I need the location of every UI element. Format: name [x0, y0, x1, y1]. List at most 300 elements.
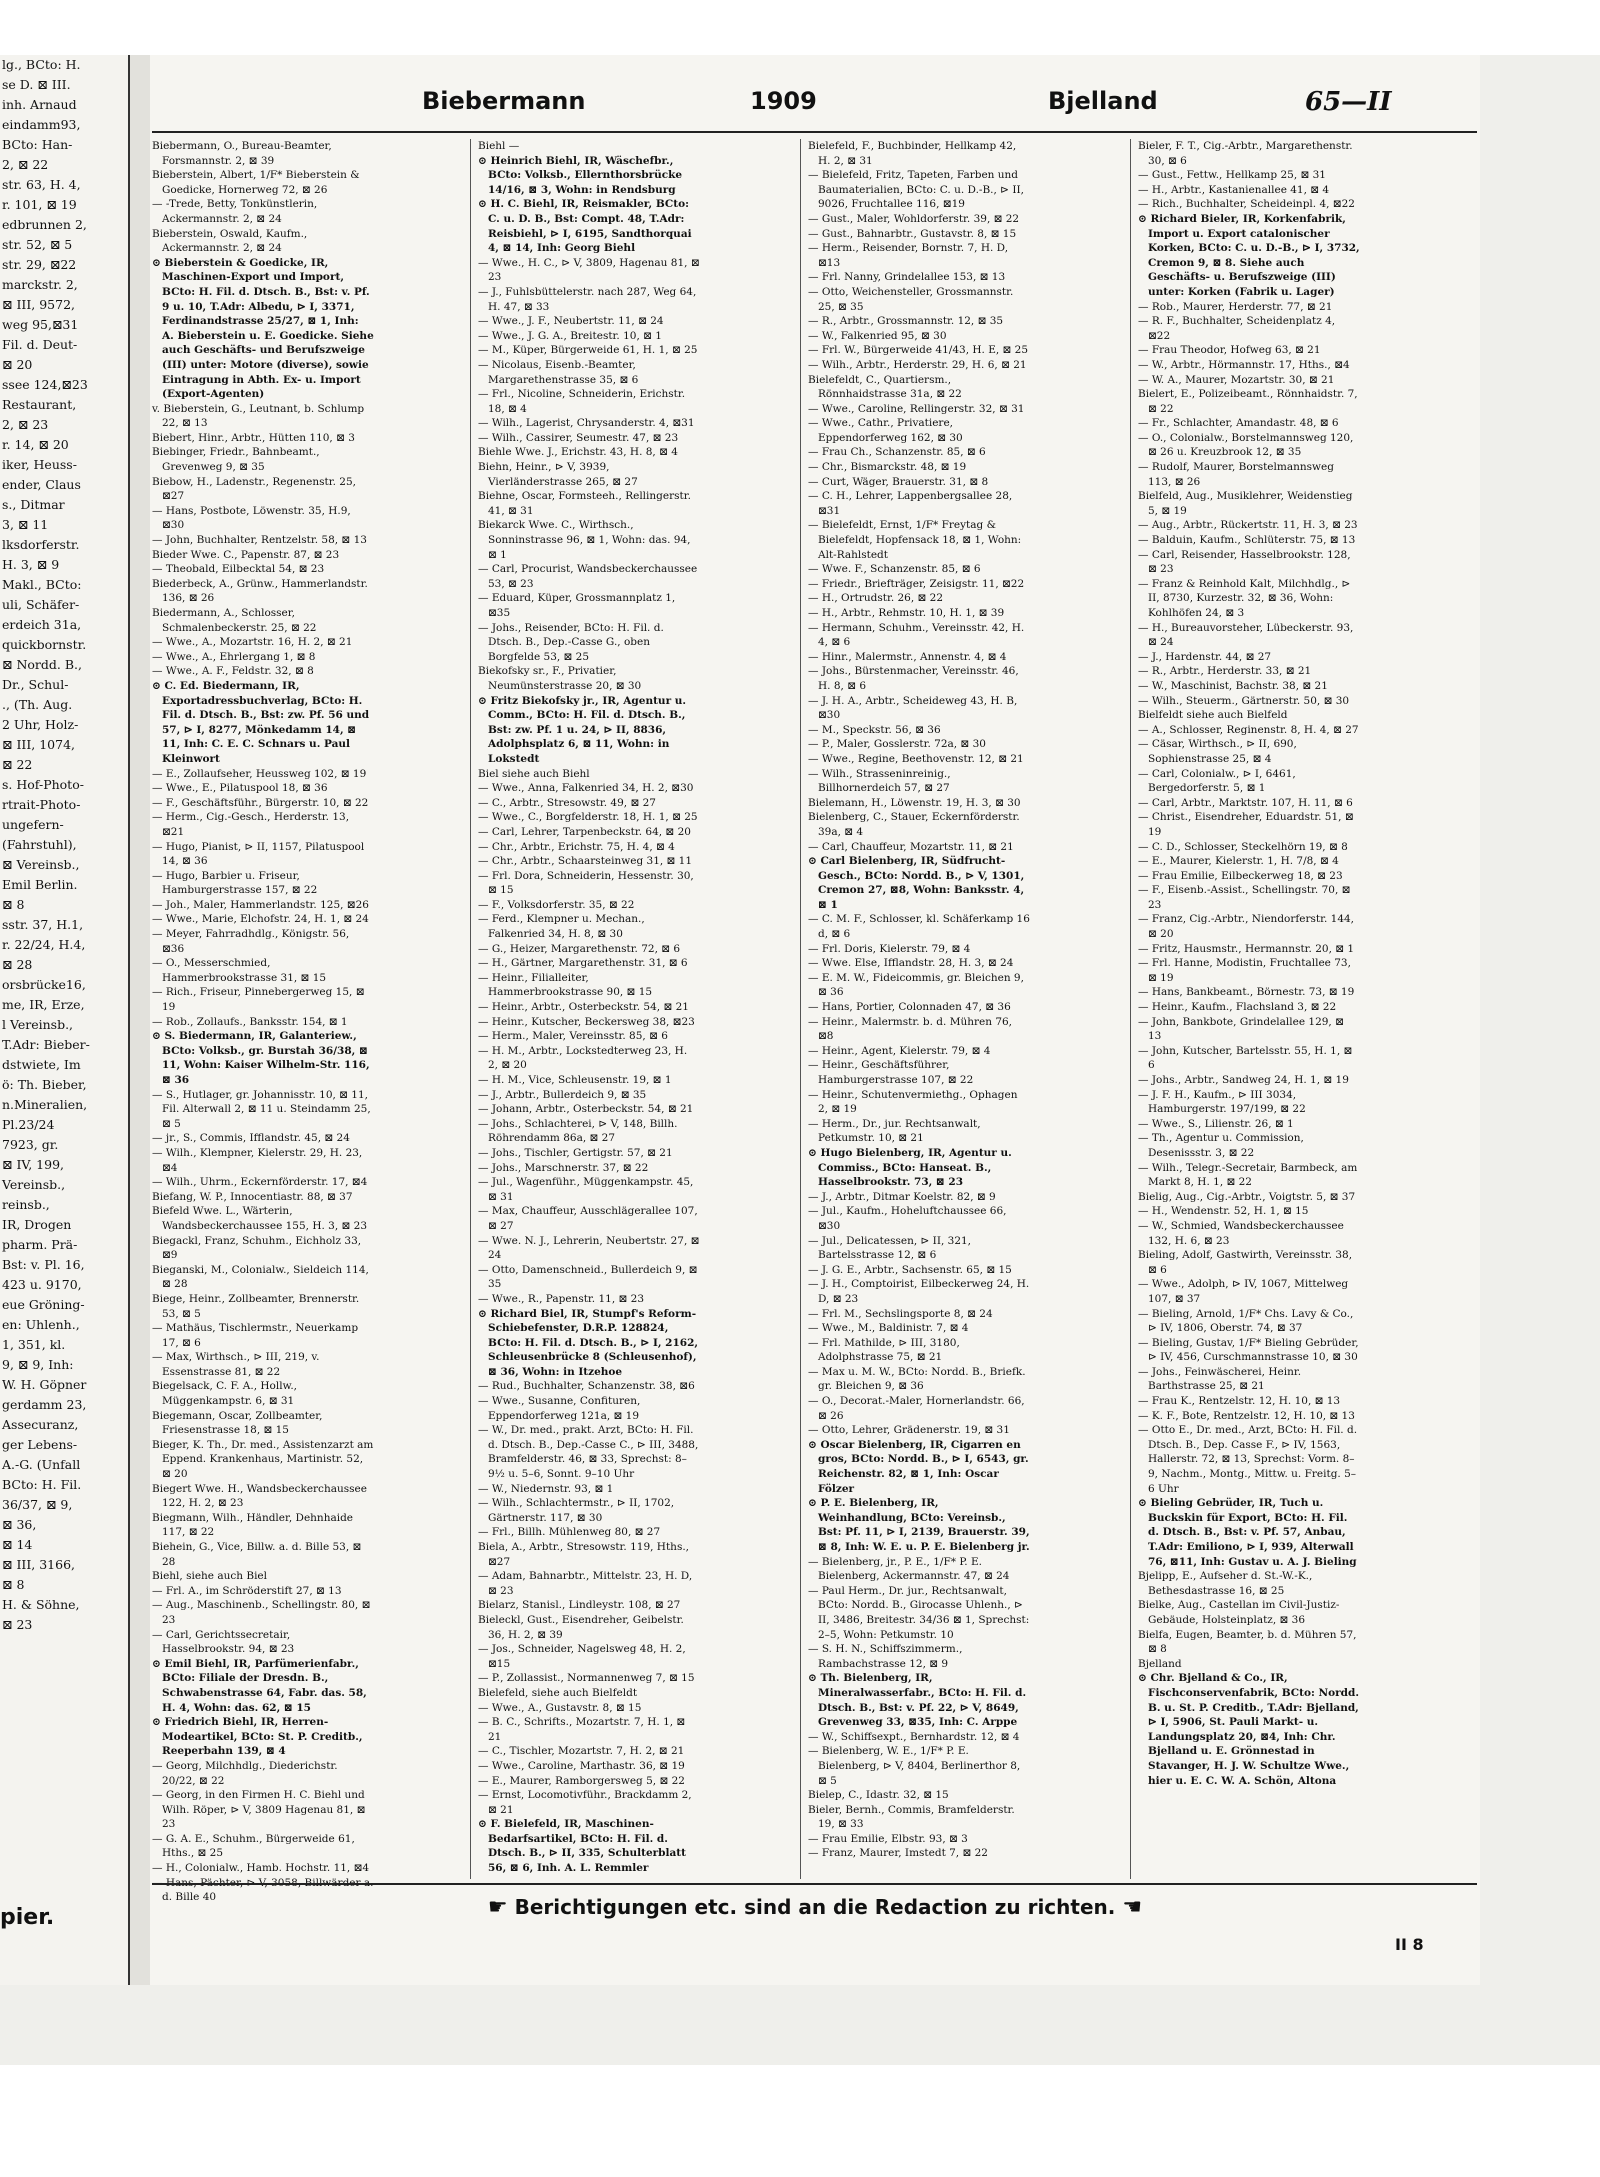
directory-entry: Bieleckl, Gust., Eisendreher, Geibelstr. 36, H. 2, ⊠ 39 — [478, 1613, 684, 1641]
directory-entry: Biehn, Heinr., ⊳ V, 3939, Vierländerstrasse 265, ⊠ 27 — [478, 461, 638, 488]
directory-entry: — Max u. M. W., BCto: Nordd. B., Briefk. gr. Bleichen 9, ⊠ 36 — [808, 1365, 1026, 1393]
directory-entry: — Carl, Chauffeur, Mozartstr. 11, ⊠ 21 — [808, 840, 1014, 853]
previous-page-line: 2, ⊠ 22 — [2, 157, 49, 172]
previous-page-line: 7923, gr. — [2, 1137, 59, 1152]
directory-entry: d. Bille 40 — [162, 1891, 217, 1904]
previous-page-line: Vereinsb., — [2, 1177, 66, 1192]
directory-entry: Biel siehe auch Biehl — [478, 767, 590, 780]
directory-entry: — Heinr., Arbtr., Osterbeckstr. 54, ⊠ 21 — [478, 1001, 689, 1014]
directory-entry: Biebermann, O., Bureau-Beamter, Forsmannstr. 2, ⊠ 39 — [152, 140, 332, 167]
previous-page-line: str. 29, ⊠22 — [2, 257, 77, 272]
previous-page-line: Dr., Schul- — [2, 677, 69, 692]
previous-page-fragment — [0, 55, 130, 1985]
directory-entry: — E. M. W., Fideicommis, gr. Bleichen 9, ⊠ 36 — [808, 971, 1024, 999]
directory-entry: Biegemann, Oscar, Zollbeamter, Friesenstrasse 18, ⊠ 15 — [152, 1409, 323, 1437]
directory-entry: — Rich., Buchhalter, Scheideinpl. 4, ⊠22 — [1138, 198, 1355, 211]
directory-entry: Biegackl, Franz, Schuhm., Eichholz 33, ⊠9 — [152, 1234, 362, 1262]
directory-entry: Biegmann, Wilh., Händler, Dehnhaide 117, ⊠ 22 — [152, 1511, 354, 1539]
directory-entry: — Carl, Reisender, Hasselbrookstr. 128, ⊠ 23 — [1138, 548, 1351, 576]
directory-entry: — Wwe., Anna, Falkenried 34, H. 2, ⊠30 — [478, 782, 694, 795]
previous-page-line: (Fahrstuhl), — [2, 837, 77, 852]
column-4 — [1138, 139, 1360, 1879]
column-divider — [470, 139, 471, 1879]
previous-page-line: weg 95,⊠31 — [2, 317, 79, 332]
previous-page-line: Makl., BCto: — [2, 577, 82, 592]
directory-entry: — Rudolf, Maurer, Borstelmannsweg 113, ⊠ 26 — [1138, 461, 1334, 488]
directory-entry: — Wwe. Else, Ifflandstr. 28, H. 3, ⊠ 24 — [808, 957, 1014, 970]
directory-entry: — W., Schiffsexpt., Bernhardstr. 12, ⊠ 4 — [808, 1730, 1020, 1743]
directory-entry: — Otto E., Dr. med., Arzt, BCto: H. Fil. d. Dtsch. B., Dep. Casse F., ⊳ IV, 1563, Hallerstr. 72, ⊠ 13, Sprechst: Vorm. 8–9, Nachm., Montg., Mittw. u. Freitg. 5–6 Uhr — [1138, 1424, 1358, 1495]
directory-entry: — Herm., Maler, Vereinsstr. 85, ⊠ 6 — [478, 1030, 668, 1043]
directory-entry: — Georg, in den Firmen H. C. Biehl und Wilh. Röper, ⊳ V, 3809 Hagenau 81, ⊠ 23 — [152, 1789, 366, 1831]
directory-entry: — Johann, Arbtr., Osterbeckstr. 54, ⊠ 21 — [478, 1103, 694, 1116]
directory-entry: — Hans, Postbote, Löwenstr. 35, H.9, ⊠30 — [152, 504, 351, 532]
directory-entry: — Johs., Marschnerstr. 37, ⊠ 22 — [478, 1161, 649, 1174]
directory-entry: — Wwe., A. F., Feldstr. 32, ⊠ 8 — [152, 665, 314, 678]
directory-entry: — S. H. N., Schiffszimmerm., Rambachstrasse 12, ⊠ 9 — [808, 1643, 963, 1670]
directory-entry: — Wwe., E., Pilatuspool 18, ⊠ 36 — [152, 782, 328, 795]
previous-page-line: Pl.23/24 — [2, 1117, 55, 1132]
directory-entry: — W., Falkenried 95, ⊠ 30 — [808, 329, 947, 342]
directory-page — [150, 55, 1480, 1985]
directory-entry: — Wwe., A., Mozartstr. 16, H. 2, ⊠ 21 — [152, 636, 353, 649]
previous-page-line: 2, ⊠ 23 — [2, 417, 49, 432]
directory-entry: — Wwe., J. F., Neubertstr. 11, ⊠ 24 — [478, 315, 664, 328]
directory-entry: — Wwe., Caroline, Rellingerstr. 32, ⊠ 31 — [808, 402, 1025, 415]
directory-entry: ⊙ Oscar Bielenberg, IR, Cigarren en gros, BCto: Nordd. B., ⊳ I, 6543, gr. Reichenstr. 82, ⊠ 1, Inh: Oscar Fölzer — [808, 1438, 1029, 1495]
directory-entry: ⊙ Bieberstein & Goedicke, IR, Maschinen-Export und Import, BCto: H. Fil. d. Dtsch. B., Bst: v. Pf. 9 u. 10, T.Adr: Albedu, ⊳ I, 3371, Ferdinandstrasse 25/27, ⊠ 1, Inh: A. Bieberstein u. E. Goedicke. Siehe auch Geschäfts- und Berufszweige (III) unter: Motore (diverse), sowie Eintragung in Abth. Ex- u. Import (Export-Agenten) — [152, 256, 374, 401]
directory-entry: ⊙ H. C. Biehl, IR, Reismakler, BCto: C. u. D. B., Bst: Compt. 48, T.Adr: Reisbiehl, ⊳ I, 6195, Sandthorquai 4, ⊠ 14, Inh: Georg Biehl — [478, 198, 692, 255]
previous-page-footer: pier. — [0, 1905, 55, 1930]
directory-entry: — Frl. Nanny, Grindelallee 153, ⊠ 13 — [808, 271, 1006, 284]
directory-entry: — M., Küper, Bürgerweide 61, H. 1, ⊠ 25 — [478, 344, 698, 357]
directory-entry: ⊙ Richard Bieler, IR, Korkenfabrik, Import u. Export catalonischer Korken, BCto: C. u. D.-B., ⊳ I, 3732, Cremon 9, ⊠ 8. Siehe auch Geschäfts- u. Berufszweige (III) unter: Korken (Fabrik u. Lager) — [1138, 212, 1360, 298]
previous-page-line: orsbrücke16, — [2, 977, 86, 992]
directory-entry: Bielke, Aug., Castellan im Civil-Justiz-Gebäude, Holsteinplatz, ⊠ 36 — [1138, 1599, 1340, 1626]
previous-page-line: eue Gröning- — [2, 1297, 85, 1312]
column-1 — [152, 139, 374, 1904]
directory-entry: — H., Arbtr., Rehmstr. 10, H. 1, ⊠ 39 — [808, 607, 1005, 619]
directory-entry: — jr., S., Commis, Ifflandstr. 45, ⊠ 24 — [152, 1132, 350, 1145]
previous-page-line: ö: Th. Bieber, — [2, 1077, 87, 1092]
directory-entry: Bieger, K. Th., Dr. med., Assistenzarzt am Eppend. Krankenhaus, Martinistr. 52, ⊠ 20 — [152, 1438, 374, 1481]
previous-page-line: BCto: H. Fil. — [2, 1477, 82, 1492]
directory-entry: — Carl, Gerichtssecretair, Hasselbrookstr. 94, ⊠ 23 — [152, 1628, 295, 1656]
directory-entry: — Balduin, Kaufm., Schlüterstr. 75, ⊠ 13 — [1138, 534, 1356, 547]
directory-entry: — Heinr., Agent, Kielerstr. 79, ⊠ 4 — [808, 1044, 991, 1057]
footer-note-text: Berichtigungen etc. sind an die Redaction zu richten. — [514, 1895, 1116, 1919]
directory-entry: Biehne, Oscar, Formsteeh., Rellingerstr. 41, ⊠ 31 — [478, 490, 691, 517]
previous-page-line: H. & Söhne, — [2, 1597, 80, 1612]
previous-page-line: inh. Arnaud — [2, 97, 77, 112]
directory-entry: — J., Arbtr., Bullerdeich 9, ⊠ 35 — [478, 1088, 647, 1101]
directory-entry: Biebert, Hinr., Arbtr., Hütten 110, ⊠ 3 — [152, 431, 355, 444]
directory-entry: — Wwe., Cathr., Privatiere, Eppendorferweg 162, ⊠ 30 — [808, 417, 963, 444]
directory-entry: — J. F. H., Kaufm., ⊳ III 3034, Hamburgerstr. 197/199, ⊠ 22 — [1138, 1088, 1306, 1116]
page-header — [150, 87, 1480, 121]
previous-page-line: Fil. d. Deut- — [2, 337, 78, 352]
directory-entry: — Rich., Friseur, Pinnebergerweg 15, ⊠ 19 — [152, 986, 365, 1014]
directory-entry: Biegert Wwe. H., Wandsbeckerchaussee 122, H. 2, ⊠ 23 — [152, 1482, 367, 1510]
header-year: 1909 — [750, 87, 817, 115]
directory-entry: — Rud., Buchhalter, Schanzenstr. 38, ⊠6 — [478, 1380, 695, 1393]
directory-entry: — Cäsar, Wirthsch., ⊳ II, 690, Sophienstrasse 25, ⊠ 4 — [1138, 738, 1297, 765]
directory-entry: — Wwe., S., Lilienstr. 26, ⊠ 1 — [1138, 1117, 1294, 1130]
directory-entry: — H. M., Arbtr., Lockstedterweg 23, H. 2, ⊠ 20 — [478, 1044, 688, 1072]
previous-page-line: s. Hof-Photo- — [2, 777, 84, 792]
previous-page-line: 36/37, ⊠ 9, — [2, 1497, 73, 1512]
directory-entry: Bielefeld, siehe auch Bielfeldt — [478, 1686, 638, 1699]
directory-entry: — Frl. Dora, Schneiderin, Hessenstr. 30, ⊠ 15 — [478, 869, 694, 897]
directory-entry: — Paul Herm., Dr. jur., Rechtsanwalt, BCto: Nordd. B., Girocasse Uhlenh., ⊳ II, 3486, Breitestr. 34/36 ⊠ 1, Sprechst: 2–5, Wohn: Petkumstr. 10 — [808, 1584, 1030, 1641]
directory-entry: — Jul., Delicatessen, ⊳ II, 321, Bartelsstrasse 12, ⊠ 6 — [808, 1234, 972, 1262]
directory-entry: — Frau Theodor, Hofweg 63, ⊠ 21 — [1138, 344, 1321, 357]
header-last-name: Bjelland — [1048, 87, 1158, 115]
column-divider — [1130, 139, 1131, 1879]
column-3 — [808, 139, 1030, 1879]
previous-page-line: r. 14, ⊠ 20 — [2, 437, 69, 452]
directory-entry: — C., Arbtr., Stresowstr. 49, ⊠ 27 — [478, 796, 656, 809]
directory-entry: — J. G. E., Arbtr., Sachsenstr. 65, ⊠ 15 — [808, 1263, 1012, 1276]
directory-entry: — K. F., Bote, Rentzelstr. 12, H. 10, ⊠ 13 — [1138, 1409, 1355, 1422]
directory-entry: Biefang, W. P., Innocentiastr. 88, ⊠ 37 — [152, 1190, 353, 1203]
previous-page-line: pharm. Prä- — [2, 1237, 78, 1252]
directory-entry: — Otto, Damenschneid., Bullerdeich 9, ⊠ 35 — [478, 1263, 698, 1291]
previous-page-line: marckstr. 2, — [2, 277, 78, 292]
directory-entry: Biefeld Wwe. L., Wärterin, Wandsbeckerchaussee 155, H. 3, ⊠ 23 — [152, 1205, 368, 1232]
directory-entry: — Bielefeld, Fritz, Tapeten, Farben und Baumaterialien, BCto: C. u. D.-B., ⊳ II, 9026, Fruchtallee 116, ⊠19 — [808, 169, 1024, 211]
directory-entry: — Johs., Tischler, Gertigstr. 57, ⊠ 21 — [478, 1146, 673, 1159]
directory-entry: — Heinr., Filialleiter, Hammerbrookstrasse 90, ⊠ 15 — [478, 971, 653, 999]
directory-entry: — Johs., Feinwäscherei, Heinr. Barthstrasse 25, ⊠ 21 — [1138, 1365, 1302, 1393]
directory-entry: — Hugo, Pianist, ⊳ II, 1157, Pilatuspool 14, ⊠ 36 — [152, 840, 365, 868]
previous-page-line: s., Ditmar — [2, 497, 65, 512]
directory-entry: — Nicolaus, Eisenb.-Beamter, Margarethenstrasse 35, ⊠ 6 — [478, 358, 639, 386]
directory-entry: ⊙ Bieling Gebrüder, IR, Tuch u. Buckskin für Export, BCto: H. Fil. d. Dtsch. B., Bst: v. Pf. 57, Anbau, T.Adr: Emiliono, ⊳ I, 939, Alterwall 76, ⊠11, Inh: Gustav u. A. J. Bieling — [1138, 1497, 1357, 1568]
previous-page-line: r. 22/24, H.4, — [2, 937, 86, 952]
previous-page-line: ⊠ 20 — [2, 357, 33, 372]
footer-rule — [152, 1883, 1477, 1885]
directory-entry: — E., Zollaufseher, Heussweg 102, ⊠ 19 — [152, 767, 367, 780]
directory-entry: Biebow, H., Ladenstr., Regenenstr. 25, ⊠27 — [152, 475, 356, 503]
previous-page-line: l Vereinsb., — [2, 1017, 74, 1032]
directory-entry: — G. A. E., Schuhm., Bürgerweide 61, Hths., ⊠ 25 — [152, 1832, 355, 1860]
previous-page-line: se D. ⊠ III. — [2, 77, 71, 92]
previous-page-line: ⊠ 36, — [2, 1517, 37, 1532]
directory-entry: — Hermann, Schuhm., Vereinsstr. 42, H. 4, ⊠ 6 — [808, 621, 1025, 649]
directory-entry: — C. H., Lehrer, Lappenbergsallee 28, ⊠31 — [808, 490, 1013, 517]
directory-entry: Biegelsack, C. F. A., Hollw., Müggenkampstr. 6, ⊠ 31 — [152, 1380, 298, 1408]
previous-page-line: ⊠ III, 1074, — [2, 737, 75, 752]
previous-page-line: iker, Heuss- — [2, 457, 77, 472]
previous-page-line: 1, 351, kl. — [2, 1337, 66, 1352]
directory-entry: — F., Geschäftsführ., Bürgerstr. 10, ⊠ 22 — [152, 796, 369, 809]
previous-page-line: str. 52, ⊠ 5 — [2, 237, 73, 252]
directory-entry: ⊙ Carl Bielenberg, IR, Südfrucht-Gesch., BCto: Nordd. B., ⊳ V, 1301, Cremon 27, ⊠8, Wohn: Banksstr. 4, ⊠ 1 — [808, 855, 1025, 911]
directory-entry: — Otto, Lehrer, Grädenerstr. 19, ⊠ 31 — [808, 1424, 1010, 1437]
directory-entry: — Franz, Maurer, Imstedt 7, ⊠ 22 — [808, 1847, 988, 1860]
previous-page-line: T.Adr: Bieber- — [2, 1037, 90, 1052]
directory-entry: — Franz, Cig.-Arbtr., Niendorferstr. 144, ⊠ 20 — [1138, 913, 1355, 941]
directory-entry: — R. F., Buchhalter, Scheidenplatz 4, ⊠22 — [1138, 315, 1336, 342]
directory-entry: Bielefeldt, C., Quartiersm., Rönnhaidstrasse 31a, ⊠ 22 — [808, 373, 962, 401]
directory-entry: Bieler, Bernh., Commis, Bramfelderstr. 19, ⊠ 33 — [808, 1803, 1015, 1831]
previous-page-line: n.Mineralien, — [2, 1097, 88, 1112]
directory-entry: — Wilh., Klempner, Kielerstr. 29, H. 23, ⊠4 — [152, 1146, 363, 1174]
signature-mark: II 8 — [1395, 1935, 1424, 1954]
directory-entry: — Frl. W., Bürgerweide 41/43, H. E, ⊠ 25 — [808, 344, 1029, 357]
directory-entry: — Carl, Lehrer, Tarpenbeckstr. 64, ⊠ 20 — [478, 825, 691, 838]
directory-entry: Biehein, G., Vice, Billw. a. d. Bille 53, ⊠ 28 — [152, 1541, 362, 1568]
directory-entry: — A., Schlosser, Reginenstr. 8, H. 4, ⊠ 27 — [1138, 723, 1359, 736]
directory-entry: — H., Ortrudstr. 26, ⊠ 22 — [808, 592, 944, 605]
directory-entry: — Wwe., Susanne, Confituren, Eppendorferweg 121a, ⊠ 19 — [478, 1395, 641, 1422]
directory-entry: — G., Heizer, Margarethenstr. 72, ⊠ 6 — [478, 942, 681, 955]
directory-entry: ⊙ Fritz Biekofsky jr., IR, Agentur u. Comm., BCto: H. Fil. d. Dtsch. B., Bst: zw. Pf. 1 u. 24, ⊳ II, 8836, Adolphsplatz 6, ⊠ 11, Wohn: in Lokstedt — [478, 694, 687, 765]
directory-entry: — Frl., Billh. Mühlenweg 80, ⊠ 27 — [478, 1526, 661, 1539]
directory-entry: — Bielenberg, W. E., 1/F* P. E. Bielenberg, ⊳ V, 8404, Berlinerthor 8, ⊠ 5 — [808, 1745, 1021, 1787]
previous-page-line: 423 u. 9170, — [2, 1277, 82, 1292]
directory-entry: ⊙ Heinrich Biehl, IR, Wäschefbr., BCto: Volksb., Ellernthorsbrücke 14/16, ⊠ 3, Wohn: in Rendsburg — [478, 154, 683, 196]
directory-entry: — Carl, Arbtr., Marktstr. 107, H. 11, ⊠ 6 — [1138, 796, 1353, 809]
previous-page-line: rtrait-Photo- — [2, 797, 81, 812]
directory-entry: Biekofsky sr., F., Privatier, Neumünsterstrasse 20, ⊠ 30 — [478, 665, 642, 692]
previous-page-line: lksdorferstr. — [2, 537, 80, 552]
directory-entry: — Rob., Maurer, Herderstr. 77, ⊠ 21 — [1138, 300, 1333, 313]
directory-entry: — Curt, Wäger, Brauerstr. 31, ⊠ 8 — [808, 475, 989, 488]
previous-page-line: ⊠ III, 9572, — [2, 297, 75, 312]
directory-entry: Bieberstein, Albert, 1/F* Bieberstein & Goedicke, Hornerweg 72, ⊠ 26 — [152, 169, 360, 196]
directory-entry: Bieling, Adolf, Gastwirth, Vereinsstr. 38, ⊠ 6 — [1138, 1249, 1353, 1276]
directory-entry: — Frau K., Rentzelstr. 12, H. 10, ⊠ 13 — [1138, 1395, 1341, 1408]
previous-page-line: BCto: Han- — [2, 137, 73, 152]
directory-entry: Bielert, E., Polizeibeamt., Rönnhaidstr. 7, ⊠ 22 — [1138, 388, 1358, 415]
directory-entry: — J., Fuhlsbüttelerstr. nach 287, Weg 64, H. 47, ⊠ 33 — [478, 285, 697, 313]
previous-page-line: r. 101, ⊠ 19 — [2, 197, 77, 212]
directory-entry: — W., Schmied, Wandsbeckerchaussee 132, H. 6, ⊠ 23 — [1138, 1219, 1344, 1247]
directory-entry: ⊙ P. E. Bielenberg, IR, Weinhandlung, BCto: Vereinsb., Bst: Pf. 11, ⊳ I, 2139, Brauerstr. 39, ⊠ 8, Inh: W. E. u. P. E. Bielenberg jr. — [808, 1497, 1030, 1553]
directory-entry: — Mathäus, Tischlermstr., Neuerkamp 17, ⊠ 6 — [152, 1322, 359, 1349]
previous-page-line: ⊠ III, 3166, — [2, 1557, 75, 1572]
directory-entry: — S., Hutlager, gr. Johannisstr. 10, ⊠ 11, Fil. Alterwall 2, ⊠ 11 u. Steindamm 25, ⊠ 5 — [152, 1088, 371, 1130]
previous-page-line: H. 3, ⊠ 9 — [2, 557, 60, 572]
directory-entry: ⊙ S. Biedermann, IR, Galanteriew., BCto: Volksb., gr. Burstah 36/38, ⊠ 11, Wohn: Kaiser Wilhelm-Str. 116, ⊠ 36 — [152, 1030, 370, 1086]
directory-entry: — R., Arbtr., Grossmannstr. 12, ⊠ 35 — [808, 315, 1004, 328]
directory-entry: — Wwe., Adolph, ⊳ IV, 1067, Mittelweg 107, ⊠ 37 — [1138, 1278, 1349, 1305]
previous-page-line: 3, ⊠ 11 — [2, 517, 49, 532]
directory-entry: — Max, Chauffeur, Ausschlägerallee 107, ⊠ 27 — [478, 1205, 698, 1232]
previous-page-line: ⊠ 8 — [2, 897, 25, 912]
directory-entry: — H. M., Vice, Schleusenstr. 19, ⊠ 1 — [478, 1074, 672, 1086]
directory-entry: — Frau Ch., Schanzenstr. 85, ⊠ 6 — [808, 446, 986, 459]
directory-entry: — R., Arbtr., Herderstr. 33, ⊠ 21 — [1138, 665, 1312, 678]
directory-entry: Biela, A., Arbtr., Stresowstr. 119, Hths., ⊠27 — [478, 1541, 690, 1568]
directory-entry: — Wwe., Regine, Beethovenstr. 12, ⊠ 21 — [808, 752, 1024, 765]
directory-entry: — Frl. Doris, Kielerstr. 79, ⊠ 4 — [808, 942, 971, 955]
previous-page-line: ssee 124,⊠23 — [2, 377, 88, 392]
previous-page-line: en: Uhlenh., — [2, 1317, 80, 1332]
directory-entry: — Wwe., M., Baldinistr. 7, ⊠ 4 — [808, 1322, 969, 1335]
directory-entry: — Franz & Reinhold Kalt, Milchhdlg., ⊳ II, 8730, Kurzestr. 32, ⊠ 36, Wohn: Kohlhöfen 24, ⊠ 3 — [1138, 577, 1351, 619]
directory-entry: — Aug., Arbtr., Rückertstr. 11, H. 3, ⊠ 23 — [1138, 519, 1358, 532]
previous-page-line: edbrunnen 2, — [2, 217, 87, 232]
directory-entry: — Wwe. N. J., Lehrerin, Neubertstr. 27, ⊠ 24 — [478, 1234, 700, 1262]
directory-entry: — Carl, Colonialw., ⊳ I, 6461, Bergedorferstr. 5, ⊠ 1 — [1138, 767, 1296, 795]
directory-entry: — Wwe., Caroline, Marthastr. 36, ⊠ 19 — [478, 1759, 685, 1772]
directory-entry: — Bieling, Arnold, 1/F* Chs. Lavy & Co., ⊳ IV, 1806, Oberstr. 74, ⊠ 37 — [1138, 1307, 1354, 1335]
directory-entry: — Otto, Weichensteller, Grossmannstr. 25, ⊠ 35 — [808, 285, 1014, 313]
previous-page-line: Emil Berlin. — [2, 877, 78, 892]
directory-entry: — Bielefeldt, Ernst, 1/F* Freytag & Bielefeldt, Hopfensack 18, ⊠ 1, Wohn: Alt-Rahlstedt — [808, 519, 1022, 561]
directory-entry: — Wilh., Steuerm., Gärtnerstr. 50, ⊠ 30 — [1138, 694, 1350, 707]
directory-entry: — Heinr., Kaufm., Flachsland 3, ⊠ 22 — [1138, 1001, 1337, 1014]
directory-entry: Biehl, siehe auch Biel — [152, 1570, 268, 1583]
directory-entry: — Heinr., Malermstr. b. d. Mühren 76, ⊠8 — [808, 1015, 1013, 1043]
directory-entry: — Hugo, Barbier u. Friseur, Hamburgerstrasse 157, ⊠ 22 — [152, 869, 318, 897]
directory-entry: — Wwe., A., Gustavstr. 8, ⊠ 15 — [478, 1701, 642, 1714]
directory-entry: — Georg, Milchhdlg., Diederichstr. 20/22, ⊠ 22 — [152, 1759, 338, 1787]
directory-entry: — Carl, Procurist, Wandsbeckerchaussee 53, ⊠ 23 — [478, 563, 698, 590]
directory-entry: — H., Colonialw., Hamb. Hochstr. 11, ⊠4 — [152, 1862, 370, 1875]
header-first-name: Biebermann — [422, 87, 586, 115]
previous-page-line: dstwiete, Im — [2, 1057, 81, 1072]
directory-entry: ⊙ Chr. Bjelland & Co., IR, Fischconservenfabrik, BCto: Nordd. B. u. St. P. Creditb., T.Adr: Bjelland, ⊳ I, 5906, St. Pauli Markt- u. Landungsplatz 20, ⊠4, Inh: Chr. Bjelland u. E. Grönnestad in Stavanger, H. J. W. Schultze Wwe., hier u. E. C. W. A. Schön, Altona — [1138, 1672, 1360, 1787]
directory-entry: — P., Zollassist., Normannenweg 7, ⊠ 15 — [478, 1672, 695, 1685]
previous-page-line: Bst: v. Pl. 16, — [2, 1257, 85, 1272]
directory-entry: — Max, Wirthsch., ⊳ III, 219, v. Essenstrasse 81, ⊠ 22 — [152, 1351, 320, 1378]
directory-entry: — Ernst, Locomotivführ., Brackdamm 2, ⊠ 21 — [478, 1789, 692, 1816]
directory-entry: — W., Maschinist, Bachstr. 38, ⊠ 21 — [1138, 679, 1328, 692]
directory-entry: Bielenberg, C., Stauer, Eckernförderstr. 39a, ⊠ 4 — [808, 811, 1020, 838]
directory-entry: — Meyer, Fahrradhdlg., Königstr. 56, ⊠36 — [152, 928, 350, 955]
previous-page-line: W. H. Göpner — [2, 1377, 87, 1392]
directory-entry: — Frau Emilie, Eilbeckerweg 18, ⊠ 23 — [1138, 869, 1343, 882]
header-page-number: 65—II — [1305, 87, 1392, 117]
directory-entry: — John, Bankbote, Grindelallee 129, ⊠ 13 — [1138, 1015, 1344, 1043]
previous-page-line: ⊠ Vereinsb., — [2, 857, 80, 872]
directory-entry: — Chr., Arbtr., Schaarsteinweg 31, ⊠ 11 — [478, 855, 693, 868]
directory-entry: — C. D., Schlosser, Steckelhörn 19, ⊠ 8 — [1138, 840, 1348, 853]
directory-entry: — C., Tischler, Mozartstr. 7, H. 2, ⊠ 21 — [478, 1745, 685, 1758]
directory-entry: — Johs., Bürstenmacher, Vereinsstr. 46, H. 8, ⊠ 6 — [808, 665, 1019, 692]
previous-page-line: quickbornstr. — [2, 637, 87, 652]
directory-entry: — F., Eisenb.-Assist., Schellingstr. 70, ⊠ 23 — [1138, 884, 1351, 911]
directory-entry: Bielemann, H., Löwenstr. 19, H. 3, ⊠ 30 — [808, 796, 1021, 809]
directory-entry: — J., Hardenstr. 44, ⊠ 27 — [1138, 650, 1272, 663]
directory-entry: Bielep, C., Idastr. 32, ⊠ 15 — [808, 1789, 949, 1802]
header-rule — [152, 131, 1477, 133]
directory-entry: — W., Arbtr., Hörmannstr. 17, Hths., ⊠4 — [1138, 358, 1350, 371]
directory-entry: Bielfeld, Aug., Musiklehrer, Weidenstieg 5, ⊠ 19 — [1138, 490, 1353, 517]
directory-entry: — Frl., Nicoline, Schneiderin, Erichstr. 18, ⊠ 4 — [478, 388, 686, 415]
directory-entry: — Gust., Fettw., Hellkamp 25, ⊠ 31 — [1138, 169, 1326, 182]
previous-page-line: ⊠ 8 — [2, 1577, 25, 1592]
column-2 — [478, 139, 700, 1879]
directory-entry: — Adam, Bahnarbtr., Mittelstr. 23, H. D, ⊠ 23 — [478, 1570, 693, 1597]
directory-entry: — W., Niedernstr. 93, ⊠ 1 — [478, 1482, 614, 1495]
pointing-hand-icon: ☛ — [487, 1895, 508, 1920]
directory-entry: — Wwe., Marie, Elchofstr. 24, H. 1, ⊠ 24 — [152, 913, 369, 926]
directory-entry: — Jul., Kaufm., Hoheluftchaussee 66, ⊠30 — [808, 1205, 1007, 1232]
directory-entry: — Herm., Reisender, Bornstr. 7, H. D, ⊠13 — [808, 242, 1009, 269]
directory-entry: Bieganski, M., Colonialw., Sieldeich 114, ⊠ 28 — [152, 1263, 369, 1291]
pointing-hand-icon: ☚ — [1122, 1895, 1143, 1920]
directory-entry: ⊙ Hugo Bielenberg, IR, Agentur u. Commiss., BCto: Hanseat. B., Hasselbrookstr. 73, ⊠ 23 — [808, 1146, 1012, 1189]
previous-page-line: ⊠ IV, 199, — [2, 1157, 65, 1172]
directory-entry: — Wilh., Arbtr., Herderstr. 29, H. 6, ⊠ 21 — [808, 358, 1027, 371]
directory-entry: — Wwe., H. C., ⊳ V, 3809, Hagenau 81, ⊠ 23 — [478, 256, 700, 284]
previous-page-lines — [0, 55, 128, 1635]
previous-page-line: erdeich 31a, — [2, 617, 82, 632]
directory-entry: — Heinr., Geschäftsführer, Hamburgerstrasse 107, ⊠ 22 — [808, 1059, 974, 1086]
directory-entry: — Joh., Maler, Hammerlandstr. 125, ⊠26 — [152, 898, 369, 911]
directory-entry: — Wwe., R., Papenstr. 11, ⊠ 23 — [478, 1292, 644, 1305]
previous-page-line: 2 Uhr, Holz- — [2, 717, 79, 732]
directory-entry: — W. A., Maurer, Mozartstr. 30, ⊠ 21 — [1138, 373, 1335, 386]
previous-page-line: A.-G. (Unfall — [2, 1457, 81, 1472]
footer-note — [150, 1895, 1480, 1920]
previous-page-line: reinsb., — [2, 1197, 50, 1212]
directory-entry: Biedermann, A., Schlosser, Schmalenbeckerstr. 25, ⊠ 22 — [152, 607, 317, 634]
directory-entry: Bieler, F. T., Cig.-Arbtr., Margarethenstr. 30, ⊠ 6 — [1138, 140, 1353, 167]
directory-entry: — H., Wendenstr. 52, H. 1, ⊠ 15 — [1138, 1205, 1309, 1218]
directory-entry: Biege, Heinr., Zollbeamter, Brennerstr. 53, ⊠ 5 — [152, 1292, 360, 1320]
directory-entry: — H., Gärtner, Margarethenstr. 31, ⊠ 6 — [478, 957, 688, 970]
directory-entry: — H., Arbtr., Kastanienallee 41, ⊠ 4 — [1138, 183, 1330, 196]
previous-page-line: ⊠ 22 — [2, 757, 33, 772]
directory-entry: — E., Maurer, Ramborgersweg 5, ⊠ 22 — [478, 1774, 685, 1787]
directory-entry: — Hinr., Malermstr., Annenstr. 4, ⊠ 4 — [808, 650, 1007, 663]
directory-entry: — Wwe., C., Borgfelderstr. 18, H. 1, ⊠ 25 — [478, 811, 698, 824]
directory-entry: — Hans, Portier, Colonnaden 47, ⊠ 36 — [808, 1001, 1011, 1014]
directory-entry: ⊙ Friedrich Biehl, IR, Herren-Modeartikel, BCto: St. P. Creditb., Reeperbahn 139, ⊠ 4 — [152, 1716, 363, 1758]
previous-page-line: eindamm93, — [2, 117, 81, 132]
directory-entry: — John, Buchhalter, Rentzelstr. 58, ⊠ 13 — [152, 534, 367, 547]
directory-entry: — B. C., Schrifts., Mozartstr. 7, H. 1, ⊠ 21 — [478, 1716, 686, 1743]
directory-entry: — Chr., Arbtr., Erichstr. 75, H. 4, ⊠ 4 — [478, 840, 675, 853]
directory-entry: Bielarz, Stanisl., Lindleystr. 108, ⊠ 27 — [478, 1599, 681, 1612]
directory-entry: — Wwe. F., Schanzenstr. 85, ⊠ 6 — [808, 563, 981, 576]
previous-page-line: uli, Schäfer- — [2, 597, 80, 612]
directory-entry: Bielefeld, F., Buchbinder, Hellkamp 42, H. 2, ⊠ 31 — [808, 140, 1017, 167]
directory-entry: — Eduard, Küper, Grossmannplatz 1, ⊠35 — [478, 592, 676, 619]
directory-entry: — Gust., Maler, Wohldorferstr. 39, ⊠ 22 — [808, 212, 1020, 225]
previous-page-line: IR, Drogen — [2, 1217, 72, 1232]
directory-entry: Biehl — — [478, 140, 520, 152]
directory-entry: — Wilh., Cassirer, Seumestr. 47, ⊠ 23 — [478, 431, 679, 444]
directory-entry: — Bieling, Gustav, 1/F* Bieling Gebrüder, ⊳ IV, 456, Curschmannstrasse 10, ⊠ 30 — [1138, 1336, 1359, 1364]
previous-page-line: lg., BCto: H. — [2, 57, 81, 72]
directory-entry: ⊙ F. Bielefeld, IR, Maschinen-Bedarfsartikel, BCto: H. Fil. d. Dtsch. B., ⊳ II, 335, Schulterblatt 56, ⊠ 6, Inh. A. L. Remmler — [478, 1818, 686, 1875]
directory-entry: — Wilh., Telegr.-Secretair, Barmbeck, am Markt 8, H. 1, ⊠ 22 — [1138, 1161, 1358, 1189]
directory-entry: — Herm., Dr., jur. Rechtsanwalt, Petkumstr. 10, ⊠ 21 — [808, 1117, 981, 1145]
directory-entry: — J., Arbtr., Ditmar Koelstr. 82, ⊠ 9 — [808, 1190, 996, 1203]
directory-entry: — Heinr., Schutenvermiethg., Ophagen 2, ⊠ 19 — [808, 1088, 1018, 1116]
directory-entry: — Johs., Arbtr., Sandweg 24, H. 1, ⊠ 19 — [1138, 1074, 1349, 1086]
directory-entry: — Frl. Mathilde, ⊳ III, 3180, Adolphstrasse 75, ⊠ 21 — [808, 1336, 960, 1364]
directory-entry: — Jos., Schneider, Nagelsweg 48, H. 2, ⊠15 — [478, 1643, 686, 1670]
directory-entry: — -Trede, Betty, Tonkünstlerin, Ackermannstr. 2, ⊠ 24 — [152, 198, 318, 225]
directory-entry: — Johs., Reisender, BCto: H. Fil. d. Dtsch. B., Dep.-Casse G., oben Borgfelde 53, ⊠ 25 — [478, 621, 664, 663]
book-gutter — [130, 55, 150, 1985]
previous-page-line: ungefern- — [2, 817, 64, 832]
directory-entry: — Rob., Zollaufs., Banksstr. 154, ⊠ 1 — [152, 1015, 348, 1028]
directory-entry: — Fritz, Hausmstr., Hermannstr. 20, ⊠ 1 — [1138, 942, 1355, 955]
directory-entry: — Frl. Hanne, Modistin, Fruchtallee 73, ⊠ 19 — [1138, 957, 1351, 984]
directory-entry: — Johs., Schlachterei, ⊳ V, 148, Billh. Röhrendamm 86a, ⊠ 27 — [478, 1117, 678, 1145]
directory-entry: — Theobald, Eilbecktal 54, ⊠ 23 — [152, 563, 325, 576]
directory-entry: ⊙ Emil Biehl, IR, Parfümerienfabr., BCto: Filiale der Dresdn. B., Schwabenstrasse 64, Fabr. das. 58, H. 4, Wohn: das. 62, ⊠ 15 — [152, 1657, 367, 1714]
